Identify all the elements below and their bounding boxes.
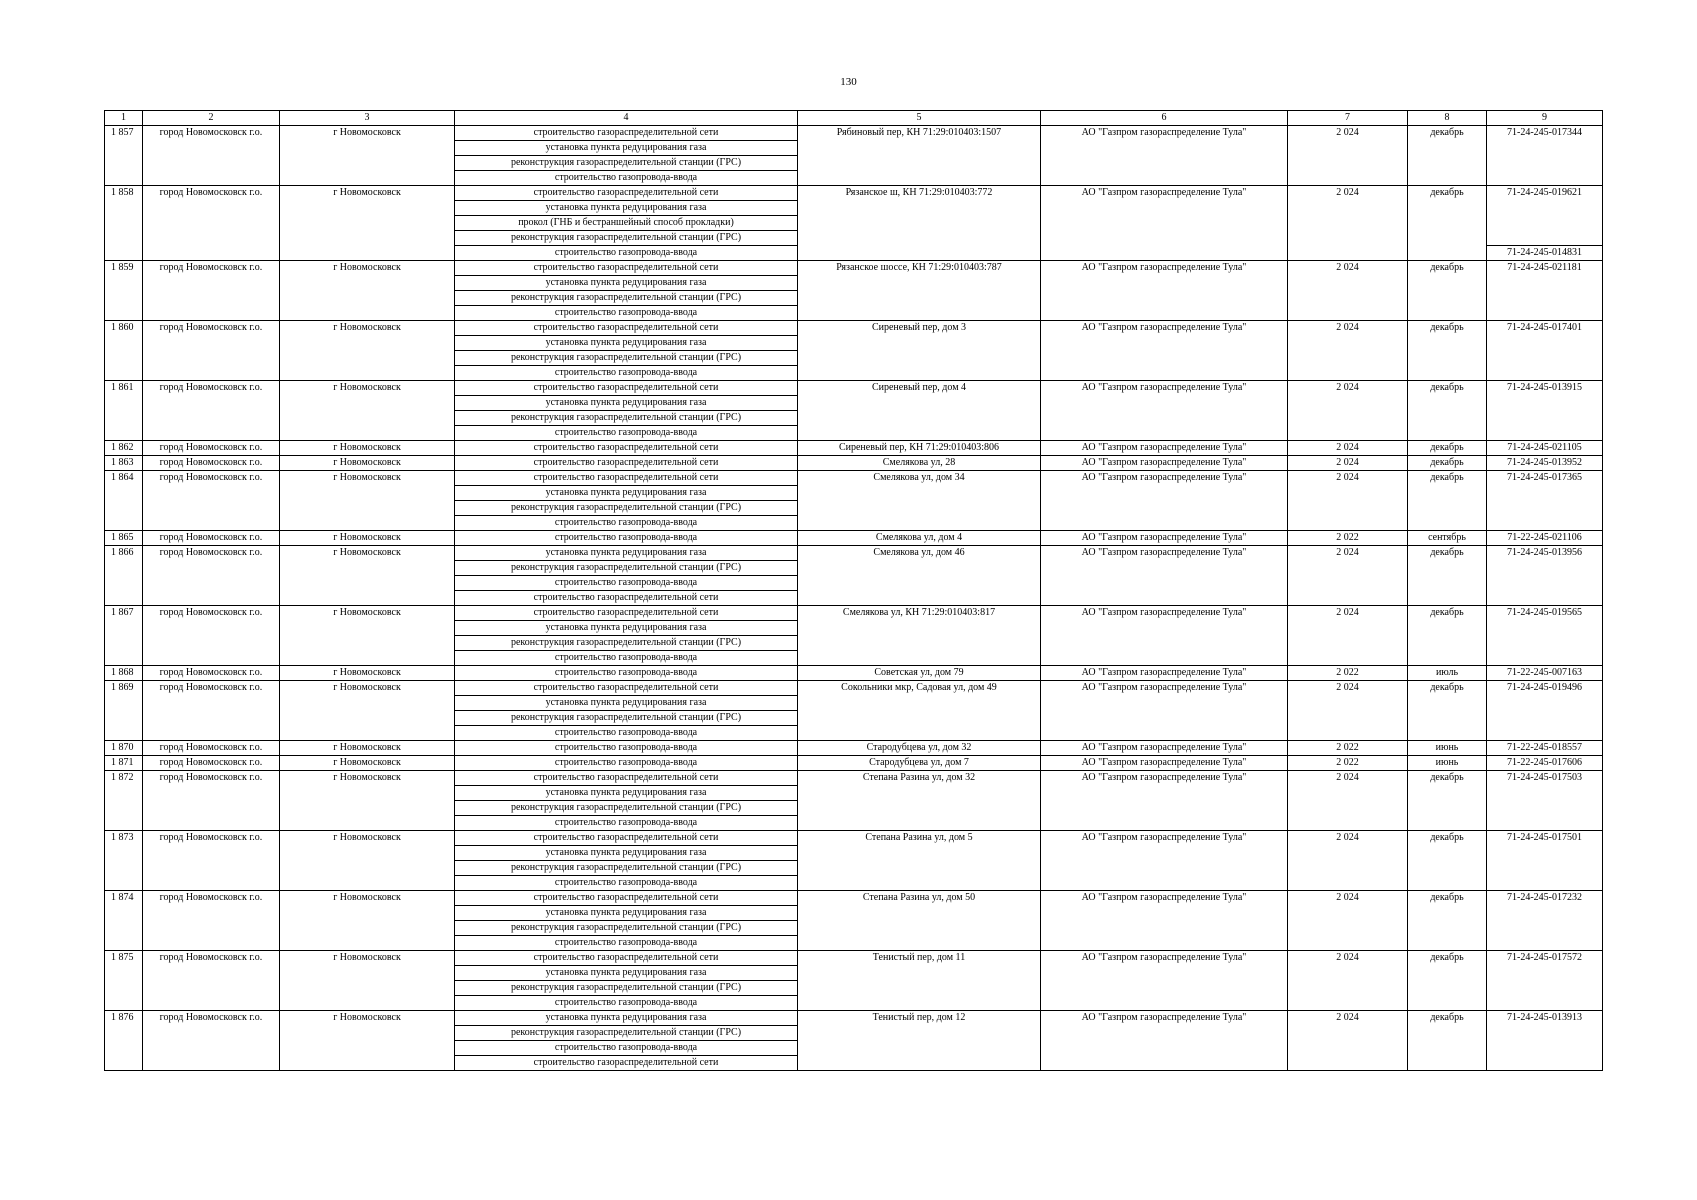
code-cell [1487, 381, 1603, 441]
month-cell: декабрь [1408, 186, 1487, 261]
district-cell: город Новомосковск г.о. [143, 1011, 280, 1071]
year-cell: 2 024 [1288, 546, 1408, 606]
work-type-cell: строительство газопровода-ввода [455, 531, 798, 546]
register-table-body [105, 111, 1603, 1071]
district-cell: город Новомосковск г.о. [143, 471, 280, 531]
code-value: 71-24-245-013913 [1507, 1012, 1582, 1023]
address-cell: Смелякова ул, дом 46 [798, 546, 1041, 606]
year-cell: 2 024 [1288, 681, 1408, 741]
code-value: 71-24-245-019565 [1507, 607, 1582, 618]
address-cell: Сиреневый пер, дом 4 [798, 381, 1041, 441]
code-cell [1487, 186, 1603, 261]
address-cell: Смелякова ул, дом 4 [798, 531, 1041, 546]
year-cell: 2 024 [1288, 381, 1408, 441]
settlement-cell: г Новомосковск [280, 471, 455, 531]
settlement-cell: г Новомосковск [280, 126, 455, 186]
row-number: 1 873 [105, 831, 143, 891]
work-type-cell: строительство газопровода-ввода [455, 666, 798, 681]
table-row [105, 321, 1603, 336]
column-header-9: 9 [1487, 111, 1603, 126]
district-cell: город Новомосковск г.о. [143, 681, 280, 741]
code-value: 71-24-245-019496 [1507, 682, 1582, 693]
work-type-cell: прокол (ГНБ и бестраншейный способ прокладки) [455, 216, 798, 231]
code-value: 71-24-245-017401 [1507, 322, 1582, 333]
code-value: 71-24-245-017365 [1507, 472, 1582, 483]
work-type-cell: установка пункта редуцирования газа [455, 966, 798, 981]
work-type-cell: строительство газопровода-ввода [455, 741, 798, 756]
work-type-cell: строительство газопровода-ввода [455, 426, 798, 441]
code-cell [1487, 531, 1603, 546]
code-value: 71-24-245-017501 [1507, 832, 1582, 843]
organization-cell: АО "Газпром газораспределение Тула" [1041, 471, 1288, 531]
address-cell: Рябиновый пер, КН 71:29:010403:1507 [798, 126, 1041, 186]
work-type-cell: установка пункта редуцирования газа [455, 546, 798, 561]
code-value: 71-24-245-017232 [1507, 892, 1582, 903]
district-cell: город Новомосковск г.о. [143, 891, 280, 951]
month-cell: декабрь [1408, 261, 1487, 321]
code-cell [1487, 681, 1603, 741]
organization-cell: АО "Газпром газораспределение Тула" [1041, 951, 1288, 1011]
organization-cell: АО "Газпром газораспределение Тула" [1041, 261, 1288, 321]
table-row [105, 546, 1603, 561]
organization-cell: АО "Газпром газораспределение Тула" [1041, 891, 1288, 951]
address-cell: Смелякова ул, КН 71:29:010403:817 [798, 606, 1041, 666]
work-type-cell: строительство газопровода-ввода [455, 516, 798, 531]
year-cell: 2 022 [1288, 741, 1408, 756]
work-type-cell: установка пункта редуцирования газа [455, 621, 798, 636]
table-row [105, 756, 1603, 771]
work-type-cell: строительство газопровода-ввода [455, 246, 798, 261]
code-cell [1487, 441, 1603, 456]
month-cell: декабрь [1408, 546, 1487, 606]
organization-cell: АО "Газпром газораспределение Тула" [1041, 1011, 1288, 1071]
code-value: 71-24-245-017572 [1507, 952, 1582, 963]
month-cell: декабрь [1408, 471, 1487, 531]
row-number: 1 868 [105, 666, 143, 681]
work-type-cell: строительство газопровода-ввода [455, 996, 798, 1011]
work-type-cell: установка пункта редуцирования газа [455, 141, 798, 156]
code-cell [1487, 771, 1603, 831]
year-cell: 2 024 [1288, 261, 1408, 321]
district-cell: город Новомосковск г.о. [143, 771, 280, 831]
table-row [105, 186, 1603, 201]
organization-cell: АО "Газпром газораспределение Тула" [1041, 606, 1288, 666]
code-cell [1487, 741, 1603, 756]
settlement-cell: г Новомосковск [280, 771, 455, 831]
code-cell [1487, 126, 1603, 186]
work-type-cell: строительство газопровода-ввода [455, 876, 798, 891]
district-cell: город Новомосковск г.о. [143, 321, 280, 381]
organization-cell: АО "Газпром газораспределение Тула" [1041, 381, 1288, 441]
settlement-cell: г Новомосковск [280, 456, 455, 471]
work-type-cell: реконструкция газораспределительной станции (ГРС) [455, 921, 798, 936]
address-cell: Тенистый пер, дом 11 [798, 951, 1041, 1011]
work-type-cell: реконструкция газораспределительной станции (ГРС) [455, 861, 798, 876]
year-cell: 2 024 [1288, 471, 1408, 531]
work-type-cell: строительство газораспределительной сети [455, 681, 798, 696]
month-cell: декабрь [1408, 831, 1487, 891]
header-row [105, 111, 1603, 126]
table-row [105, 681, 1603, 696]
column-header-4: 4 [455, 111, 798, 126]
month-cell: декабрь [1408, 951, 1487, 1011]
year-cell: 2 024 [1288, 951, 1408, 1011]
column-header-6: 6 [1041, 111, 1288, 126]
district-cell: город Новомосковск г.о. [143, 546, 280, 606]
work-type-cell: строительство газопровода-ввода [455, 576, 798, 591]
settlement-cell: г Новомосковск [280, 546, 455, 606]
row-number: 1 859 [105, 261, 143, 321]
work-type-cell: установка пункта редуцирования газа [455, 201, 798, 216]
year-cell: 2 022 [1288, 531, 1408, 546]
column-header-8: 8 [1408, 111, 1487, 126]
work-type-cell: строительство газораспределительной сети [455, 441, 798, 456]
work-type-cell: строительство газораспределительной сети [455, 831, 798, 846]
column-header-1: 1 [105, 111, 143, 126]
address-cell: Степана Разина ул, дом 32 [798, 771, 1041, 831]
code-value: 71-24-245-014831 [1487, 245, 1602, 260]
year-cell: 2 022 [1288, 756, 1408, 771]
table-row [105, 381, 1603, 396]
work-type-cell: строительство газораспределительной сети [455, 261, 798, 276]
year-cell: 2 024 [1288, 831, 1408, 891]
work-type-cell: установка пункта редуцирования газа [455, 696, 798, 711]
code-cell [1487, 471, 1603, 531]
row-number: 1 870 [105, 741, 143, 756]
code-cell [1487, 456, 1603, 471]
settlement-cell: г Новомосковск [280, 891, 455, 951]
district-cell: город Новомосковск г.о. [143, 756, 280, 771]
table-row [105, 126, 1603, 141]
work-type-cell: реконструкция газораспределительной станции (ГРС) [455, 411, 798, 426]
district-cell: город Новомосковск г.о. [143, 741, 280, 756]
district-cell: город Новомосковск г.о. [143, 261, 280, 321]
month-cell: июнь [1408, 741, 1487, 756]
district-cell: город Новомосковск г.о. [143, 441, 280, 456]
row-number: 1 874 [105, 891, 143, 951]
code-cell [1487, 606, 1603, 666]
table-row [105, 456, 1603, 471]
code-value: 71-24-245-021105 [1507, 442, 1582, 453]
row-number: 1 860 [105, 321, 143, 381]
address-cell: Рязанское шоссе, КН 71:29:010403:787 [798, 261, 1041, 321]
organization-cell: АО "Газпром газораспределение Тула" [1041, 126, 1288, 186]
year-cell: 2 024 [1288, 891, 1408, 951]
settlement-cell: г Новомосковск [280, 756, 455, 771]
address-cell: Сиреневый пер, КН 71:29:010403:806 [798, 441, 1041, 456]
district-cell: город Новомосковск г.о. [143, 606, 280, 666]
month-cell: декабрь [1408, 771, 1487, 831]
work-type-cell: реконструкция газораспределительной станции (ГРС) [455, 501, 798, 516]
row-number: 1 867 [105, 606, 143, 666]
work-type-cell: установка пункта редуцирования газа [455, 486, 798, 501]
work-type-cell: установка пункта редуцирования газа [455, 336, 798, 351]
row-number: 1 866 [105, 546, 143, 606]
work-type-cell: строительство газораспределительной сети [455, 591, 798, 606]
settlement-cell: г Новомосковск [280, 261, 455, 321]
row-number: 1 862 [105, 441, 143, 456]
work-type-cell: строительство газопровода-ввода [455, 171, 798, 186]
code-cell [1487, 321, 1603, 381]
code-cell [1487, 951, 1603, 1011]
work-type-cell: строительство газораспределительной сети [455, 891, 798, 906]
organization-cell: АО "Газпром газораспределение Тула" [1041, 186, 1288, 261]
settlement-cell: г Новомосковск [280, 606, 455, 666]
settlement-cell: г Новомосковск [280, 321, 455, 381]
row-number: 1 869 [105, 681, 143, 741]
work-type-cell: строительство газопровода-ввода [455, 936, 798, 951]
code-value: 71-24-245-013956 [1507, 547, 1582, 558]
work-type-cell: строительство газораспределительной сети [455, 456, 798, 471]
address-cell: Стародубцева ул, дом 7 [798, 756, 1041, 771]
month-cell: декабрь [1408, 441, 1487, 456]
code-value: 71-22-245-021106 [1507, 532, 1582, 543]
settlement-cell: г Новомосковск [280, 441, 455, 456]
row-number: 1 863 [105, 456, 143, 471]
work-type-cell: строительство газопровода-ввода [455, 726, 798, 741]
work-type-cell: реконструкция газораспределительной станции (ГРС) [455, 981, 798, 996]
work-type-cell: реконструкция газораспределительной станции (ГРС) [455, 801, 798, 816]
work-type-cell: реконструкция газораспределительной станции (ГРС) [455, 231, 798, 246]
work-type-cell: строительство газораспределительной сети [455, 771, 798, 786]
work-type-cell: установка пункта редуцирования газа [455, 786, 798, 801]
work-type-cell: реконструкция газораспределительной станции (ГРС) [455, 711, 798, 726]
code-value: 71-22-245-017606 [1507, 757, 1582, 768]
month-cell: декабрь [1408, 891, 1487, 951]
district-cell: город Новомосковск г.о. [143, 126, 280, 186]
code-cell [1487, 261, 1603, 321]
settlement-cell: г Новомосковск [280, 186, 455, 261]
work-type-cell: реконструкция газораспределительной станции (ГРС) [455, 561, 798, 576]
table-row [105, 441, 1603, 456]
month-cell: декабрь [1408, 321, 1487, 381]
year-cell: 2 024 [1288, 126, 1408, 186]
work-type-cell: строительство газопровода-ввода [455, 366, 798, 381]
row-number: 1 861 [105, 381, 143, 441]
organization-cell: АО "Газпром газораспределение Тула" [1041, 666, 1288, 681]
address-cell: Стародубцева ул, дом 32 [798, 741, 1041, 756]
row-number: 1 864 [105, 471, 143, 531]
code-value: 71-24-245-021181 [1507, 262, 1582, 273]
address-cell: Смелякова ул, дом 34 [798, 471, 1041, 531]
work-type-cell: строительство газораспределительной сети [455, 321, 798, 336]
district-cell: город Новомосковск г.о. [143, 456, 280, 471]
year-cell: 2 024 [1288, 456, 1408, 471]
organization-cell: АО "Газпром газораспределение Тула" [1041, 531, 1288, 546]
year-cell: 2 024 [1288, 1011, 1408, 1071]
organization-cell: АО "Газпром газораспределение Тула" [1041, 441, 1288, 456]
row-number: 1 876 [105, 1011, 143, 1071]
code-cell [1487, 666, 1603, 681]
settlement-cell: г Новомосковск [280, 531, 455, 546]
settlement-cell: г Новомосковск [280, 741, 455, 756]
table-row [105, 666, 1603, 681]
code-value: 71-24-245-019621 [1507, 187, 1582, 198]
table-row [105, 741, 1603, 756]
year-cell: 2 022 [1288, 666, 1408, 681]
year-cell: 2 024 [1288, 186, 1408, 261]
code-cell [1487, 831, 1603, 891]
address-cell: Сокольники мкр, Садовая ул, дом 49 [798, 681, 1041, 741]
row-number: 1 875 [105, 951, 143, 1011]
address-cell: Советская ул, дом 79 [798, 666, 1041, 681]
work-type-cell: установка пункта редуцирования газа [455, 276, 798, 291]
work-type-cell: установка пункта редуцирования газа [455, 1011, 798, 1026]
table-row [105, 531, 1603, 546]
code-cell [1487, 546, 1603, 606]
address-cell: Степана Разина ул, дом 5 [798, 831, 1041, 891]
work-type-cell: реконструкция газораспределительной станции (ГРС) [455, 1026, 798, 1041]
month-cell: сентябрь [1408, 531, 1487, 546]
month-cell: декабрь [1408, 456, 1487, 471]
organization-cell: АО "Газпром газораспределение Тула" [1041, 321, 1288, 381]
address-cell: Степана Разина ул, дом 50 [798, 891, 1041, 951]
work-type-cell: реконструкция газораспределительной станции (ГРС) [455, 351, 798, 366]
row-number: 1 857 [105, 126, 143, 186]
code-cell [1487, 756, 1603, 771]
table-row [105, 891, 1603, 906]
address-cell: Рязанское ш, КН 71:29:010403:772 [798, 186, 1041, 261]
work-type-cell: строительство газораспределительной сети [455, 186, 798, 201]
work-type-cell: строительство газораспределительной сети [455, 951, 798, 966]
table-row [105, 471, 1603, 486]
district-cell: город Новомосковск г.о. [143, 831, 280, 891]
work-type-cell: реконструкция газораспределительной станции (ГРС) [455, 291, 798, 306]
code-value: 71-24-245-017344 [1507, 127, 1582, 138]
address-cell: Тенистый пер, дом 12 [798, 1011, 1041, 1071]
year-cell: 2 024 [1288, 441, 1408, 456]
column-header-7: 7 [1288, 111, 1408, 126]
code-cell [1487, 891, 1603, 951]
address-cell: Смелякова ул, 28 [798, 456, 1041, 471]
code-value: 71-22-245-018557 [1507, 742, 1582, 753]
table-row [105, 771, 1603, 786]
row-number: 1 871 [105, 756, 143, 771]
work-type-cell: строительство газопровода-ввода [455, 306, 798, 321]
organization-cell: АО "Газпром газораспределение Тула" [1041, 741, 1288, 756]
organization-cell: АО "Газпром газораспределение Тула" [1041, 681, 1288, 741]
work-type-cell: строительство газопровода-ввода [455, 756, 798, 771]
month-cell: декабрь [1408, 1011, 1487, 1071]
month-cell: декабрь [1408, 606, 1487, 666]
settlement-cell: г Новомосковск [280, 1011, 455, 1071]
settlement-cell: г Новомосковск [280, 831, 455, 891]
code-value: 71-24-245-013952 [1507, 457, 1582, 468]
work-type-cell: строительство газораспределительной сети [455, 381, 798, 396]
district-cell: город Новомосковск г.о. [143, 186, 280, 261]
row-number: 1 865 [105, 531, 143, 546]
year-cell: 2 024 [1288, 771, 1408, 831]
code-value: 71-24-245-013915 [1507, 382, 1582, 393]
settlement-cell: г Новомосковск [280, 951, 455, 1011]
district-cell: город Новомосковск г.о. [143, 666, 280, 681]
organization-cell: АО "Газпром газораспределение Тула" [1041, 456, 1288, 471]
year-cell: 2 024 [1288, 321, 1408, 381]
organization-cell: АО "Газпром газораспределение Тула" [1041, 831, 1288, 891]
work-type-cell: строительство газопровода-ввода [455, 1041, 798, 1056]
settlement-cell: г Новомосковск [280, 381, 455, 441]
organization-cell: АО "Газпром газораспределение Тула" [1041, 771, 1288, 831]
work-type-cell: строительство газопровода-ввода [455, 816, 798, 831]
district-cell: город Новомосковск г.о. [143, 381, 280, 441]
code-value: 71-22-245-007163 [1507, 667, 1582, 678]
table-row [105, 606, 1603, 621]
district-cell: город Новомосковск г.о. [143, 951, 280, 1011]
work-type-cell: строительство газораспределительной сети [455, 606, 798, 621]
work-type-cell: установка пункта редуцирования газа [455, 906, 798, 921]
row-number: 1 872 [105, 771, 143, 831]
work-type-cell: строительство газопровода-ввода [455, 651, 798, 666]
register-table [104, 110, 1603, 1071]
table-row [105, 831, 1603, 846]
work-type-cell: установка пункта редуцирования газа [455, 846, 798, 861]
code-cell [1487, 1011, 1603, 1071]
column-header-2: 2 [143, 111, 280, 126]
work-type-cell: реконструкция газораспределительной станции (ГРС) [455, 156, 798, 171]
month-cell: июль [1408, 666, 1487, 681]
month-cell: декабрь [1408, 381, 1487, 441]
settlement-cell: г Новомосковск [280, 666, 455, 681]
code-value: 71-24-245-017503 [1507, 772, 1582, 783]
row-number: 1 858 [105, 186, 143, 261]
column-header-5: 5 [798, 111, 1041, 126]
work-type-cell: реконструкция газораспределительной станции (ГРС) [455, 636, 798, 651]
address-cell: Сиреневый пер, дом 3 [798, 321, 1041, 381]
work-type-cell: установка пункта редуцирования газа [455, 396, 798, 411]
settlement-cell: г Новомосковск [280, 681, 455, 741]
column-header-3: 3 [280, 111, 455, 126]
organization-cell: АО "Газпром газораспределение Тула" [1041, 546, 1288, 606]
month-cell: декабрь [1408, 681, 1487, 741]
year-cell: 2 024 [1288, 606, 1408, 666]
work-type-cell: строительство газораспределительной сети [455, 471, 798, 486]
district-cell: город Новомосковск г.о. [143, 531, 280, 546]
organization-cell: АО "Газпром газораспределение Тула" [1041, 756, 1288, 771]
month-cell: декабрь [1408, 126, 1487, 186]
table-row [105, 951, 1603, 966]
work-type-cell: строительство газораспределительной сети [455, 126, 798, 141]
page-number: 130 [840, 76, 857, 88]
work-type-cell: строительство газораспределительной сети [455, 1056, 798, 1071]
month-cell: июнь [1408, 756, 1487, 771]
table-row [105, 261, 1603, 276]
table-row [105, 1011, 1603, 1026]
